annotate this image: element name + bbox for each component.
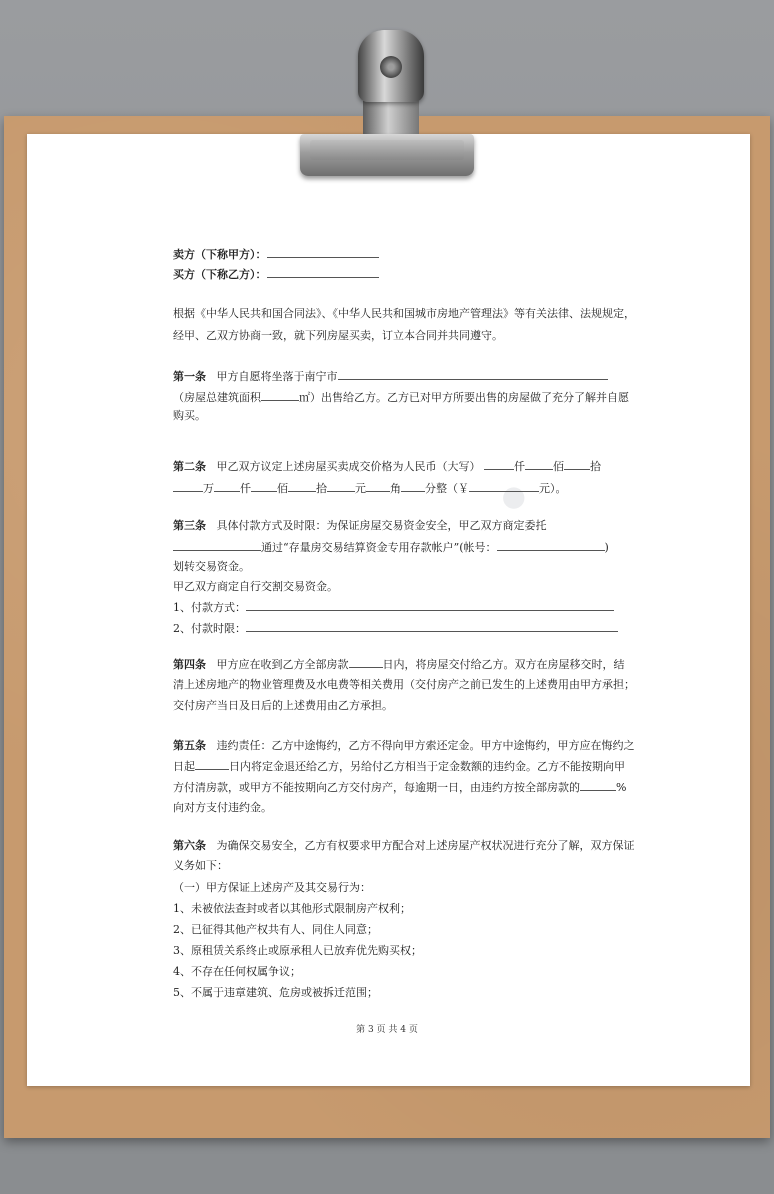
art3-line-6 [173,620,618,637]
payment-deadline-label: 2、付款时限： [173,622,246,635]
art3-line-4: 甲乙双方商定自行交割交易资金。 [173,580,338,593]
intro-line-1: 根据《中华人民共和国合同法》、《中华人民共和国城市房地产管理法》等有关法律、法规规定， [173,307,635,320]
price-blank [173,480,203,492]
art2-line-1 [173,458,601,475]
art5-line-2 [173,758,625,775]
art3-text-2b: ) [604,541,609,554]
clip-hole [380,56,402,78]
art1-area-blank [261,389,299,401]
unit-wan: 万 [203,482,214,495]
unit-fen: 分整（￥ [425,482,469,495]
seller-label: 卖方（下称甲方）： [173,248,267,261]
art5-text-3a: 方付清房款，或甲方不能按期向乙方交付房产，每逾期一日，由违约方按全部房款的 [173,781,580,794]
art4-line-3: 交付房产当日及日后的上述费用由乙方承担。 [173,699,393,712]
buyer-label: 买方（下称乙方）： [173,268,267,281]
payment-method-label: 1、付款方式： [173,601,246,614]
art3-title: 第三条 [173,519,206,532]
art3-line-5 [173,599,614,616]
price-blank [525,458,553,470]
unit-qian-2: 仟 [240,482,251,495]
unit-shi-2: 拾 [316,482,327,495]
delivery-days-blank [349,656,383,668]
art2-line-2 [173,480,567,497]
art1-line-1 [173,368,608,385]
art1-address-blank [338,368,608,380]
art6-item-1: 1、未被依法查封或者以其他形式限制房产权利； [173,902,411,915]
art6-line-1 [173,838,635,854]
art5-text-2b: 日内将定金退还给乙方，另给付乙方相当于定金数额的违约金。乙方不能按期向甲 [229,760,625,773]
art1-line-3: 购买。 [173,409,206,422]
art1-line-2 [173,389,629,406]
price-blank [327,480,355,492]
price-blank [401,480,425,492]
art1-title: 第一条 [173,370,206,383]
art6-item-4: 4、不存在任何权属争议； [173,965,301,978]
art5-text-1: 违约责任：乙方中途悔约，乙方不得向甲方索还定金。甲方中途悔约，甲方应在悔约之 [216,739,635,752]
intro-line-2: 经甲、乙双方协商一致，就下列房屋买卖，订立本合同并共同遵守。 [173,329,503,342]
art4-text-1b: 日内，将房屋交付给乙方。双方在房屋移交时，结 [382,658,625,671]
art6-item-3: 3、原租赁关系终止或原承租人已放弃优先购买权； [173,944,422,957]
buyer-blank [267,266,379,278]
art3-line-2 [173,539,609,556]
art4-text-1a: 甲方应在收到乙方全部房款 [216,658,349,671]
page-number: 第 3 页 共 4 页 [356,1025,418,1035]
art1-text-1: 甲方自愿将坐落于南宁市 [216,370,338,383]
price-blank [484,458,514,470]
art6-text-1: 为确保交易安全，乙方有权要求甲方配合对上述房屋产权状况进行充分了解，双方保证 [216,839,635,852]
refund-days-blank [195,758,229,770]
art3-text-2a: 通过“存量房交易结算资金专用存款帐户”(帐号： [261,541,497,554]
seller-line [173,246,379,263]
price-blank [251,480,277,492]
price-blank [214,480,240,492]
unit-qian: 仟 [514,460,525,473]
unit-bai: 佰 [553,460,564,473]
art5-title: 第五条 [173,739,206,752]
art3-line-3: 划转交易资金。 [173,560,250,573]
agent-blank [173,539,261,551]
art4-line-2: 清上述房地产的物业管理费及水电费等相关费用（交付房产之前已发生的上述费用由甲方承担； [173,678,635,691]
payment-method-blank [246,599,614,611]
art5-line-1 [173,738,635,754]
art6-title: 第六条 [173,839,206,852]
art5-line-4: 向对方支付违约金。 [173,801,272,814]
art4-title: 第四条 [173,658,206,671]
account-blank [497,539,605,551]
art1-text-2a: （房屋总建筑面积 [173,391,261,404]
price-blank [288,480,316,492]
art1-text-2b: ㎡）出售给乙方。乙方已对甲方所要出售的房屋做了充分了解并自愿 [299,391,629,404]
watermark: ● [491,476,533,517]
art6-line-2: 义务如下： [173,859,228,872]
unit-bai-2: 佰 [277,482,288,495]
art2-title: 第二条 [173,460,206,473]
unit-yuan: 元 [355,482,366,495]
payment-deadline-blank [246,620,618,632]
art5-line-3 [173,779,626,796]
unit-jiao: 角 [390,482,401,495]
seller-blank [267,246,379,258]
price-blank [366,480,390,492]
art3-line-1 [173,518,547,534]
penalty-rate-blank [580,779,616,791]
art4-line-1 [173,656,625,673]
art6-item-5: 5、不属于违章建筑、危房或被拆迁范围； [173,986,378,999]
clip-base-plate [310,140,464,160]
art5-text-2a: 日起 [173,760,195,773]
art6-line-3: （一）甲方保证上述房产及其交易行为： [173,881,371,894]
art2-text-1: 甲乙双方议定上述房屋买卖成交价格为人民币（大写） [216,460,481,473]
unit-end: 元）。 [539,482,567,495]
unit-shi: 拾 [590,460,601,473]
price-figure-blank [469,480,539,492]
buyer-line [173,266,379,283]
price-blank [564,458,590,470]
percent-sign: % [616,781,627,794]
art3-text-1: 具体付款方式及时限：为保证房屋交易资金安全，甲乙双方商定委托 [216,519,547,532]
art6-item-2: 2、已征得其他产权共有人、同住人同意； [173,923,378,936]
